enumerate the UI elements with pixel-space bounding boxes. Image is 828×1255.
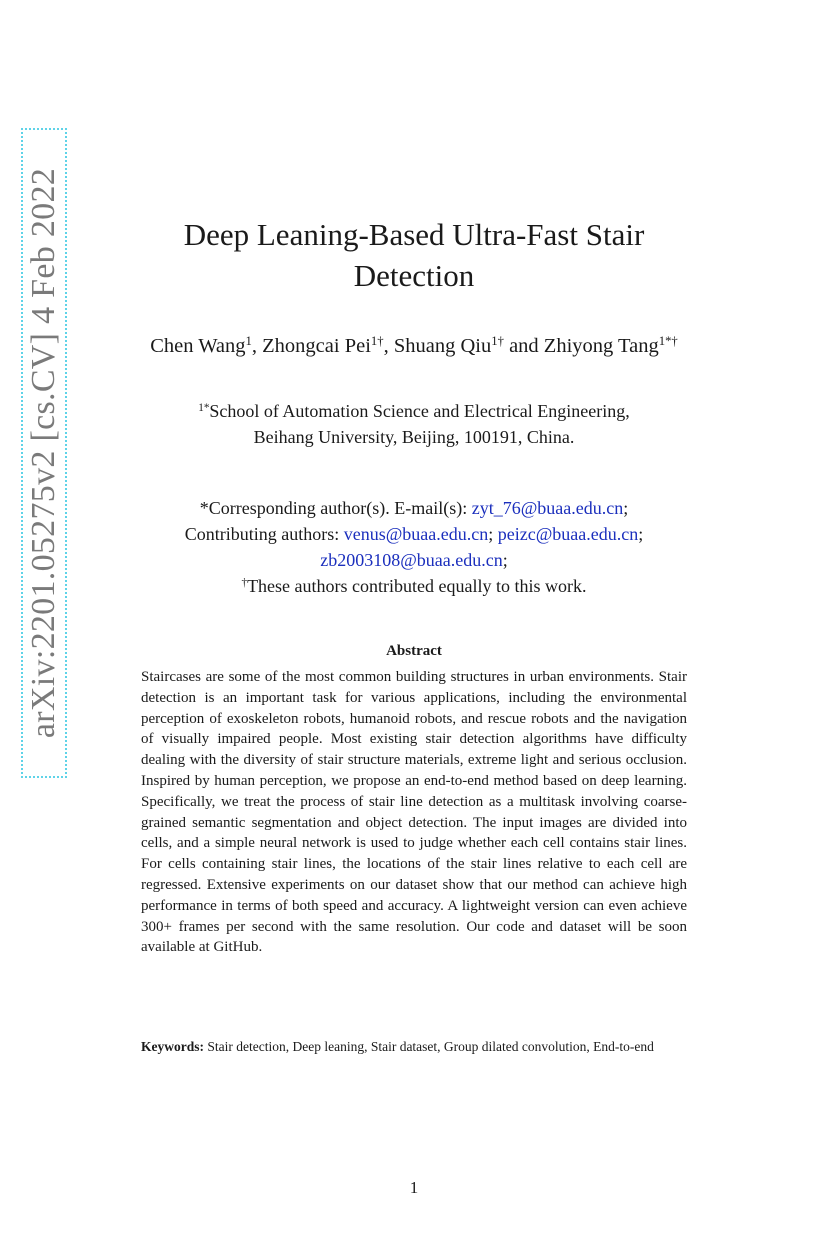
affiliation-mark: 1* <box>198 401 210 414</box>
author-affiliation-mark: 1 <box>245 334 252 349</box>
equal-contribution-mark: † <box>241 576 248 589</box>
equal-contribution-note: These authors contributed equally to this work. <box>247 576 587 596</box>
affiliation <box>120 398 708 450</box>
affiliation-line-2: Beihang University, Beijing, 100191, China. <box>253 427 575 447</box>
abstract-heading: Abstract <box>386 643 442 659</box>
author-name: Zhiyong Tang <box>543 335 659 357</box>
contact-block: *Corresponding author(s). E-mail(s): zyt_76@buaa.edu.cn; Contributing authors: venus@buaa.edu.cn; peizc@buaa.edu.cn; zb2003108@buaa.edu.cn; †These authors contributed equally to this work. <box>184 498 644 596</box>
abstract-text: Staircases are some of the most common building structures in urban environments. Stair detection is an important task for various applications, including the environmental perception of exoskeleton robots, humanoid robots, and rescue robots and the navigation of visually impaired people. Most existing stair detection algorithms have difficulty dealing with the diversity of stair structure materials, extreme light and serious occlusion. Inspired by human perception, we propose an end-to-end method based on deep learning. Specifically, we treat the process of stair line detection as a multitask involving coarse-grained semantic segmentation and object detection. The input images are divided into cells, and a simple neural network is used to judge whether each cell contains stair lines. For cells containing stair lines, the locations of the stair lines relative to each cell are regressed. Extensive experiments on our dataset show that our method can achieve high performance in terms of both speed and accuracy. A lightweight version can even achieve 300+ frames per second with the same resolution. Our code and dataset will be soon available at GitHub. <box>141 669 687 956</box>
author-separator: , <box>251 335 263 357</box>
keywords-text: Stair detection, Deep leaning, Stair dataset, Group dilated convolution, End-to-end <box>207 1039 654 1054</box>
title-line-1: Deep Leaning-Based Ultra-Fast Stair <box>183 217 645 252</box>
author-name: Chen Wang <box>150 335 246 357</box>
page-number: 1 <box>409 1178 419 1197</box>
keywords-label: Keywords: <box>141 1039 204 1054</box>
author-separator: , <box>383 335 394 357</box>
contributing-email-link[interactable]: venus@buaa.edu.cn <box>343 524 489 544</box>
author-separator: and <box>503 335 544 357</box>
corresponding-email-link[interactable]: zyt_76@buaa.edu.cn <box>471 498 624 518</box>
contributing-email-link[interactable]: peizc@buaa.edu.cn <box>497 524 639 544</box>
author-affiliation-mark: 1*† <box>658 334 678 349</box>
contributing-label: Contributing authors: <box>184 524 340 544</box>
keywords <box>141 1038 687 1056</box>
corresponding-label: *Corresponding author(s). E-mail(s): <box>199 498 468 518</box>
author-name: Shuang Qiu <box>393 335 492 357</box>
contributing-email-link[interactable]: zb2003108@buaa.edu.cn <box>320 550 503 570</box>
author-affiliation-mark: 1† <box>370 334 384 349</box>
author-name: Zhongcai Pei <box>262 335 371 357</box>
arxiv-stamp <box>21 128 67 778</box>
author-affiliation-mark: 1† <box>491 334 504 349</box>
affiliation-line-1: School of Automation Science and Electrical Engineering, <box>209 401 630 421</box>
author-list <box>120 333 708 360</box>
paper-title <box>140 214 688 296</box>
title-line-2: Detection <box>353 258 475 293</box>
arxiv-identifier: arXiv:2201.05275v2 [cs.CV] 4 Feb 2022 <box>25 167 62 739</box>
